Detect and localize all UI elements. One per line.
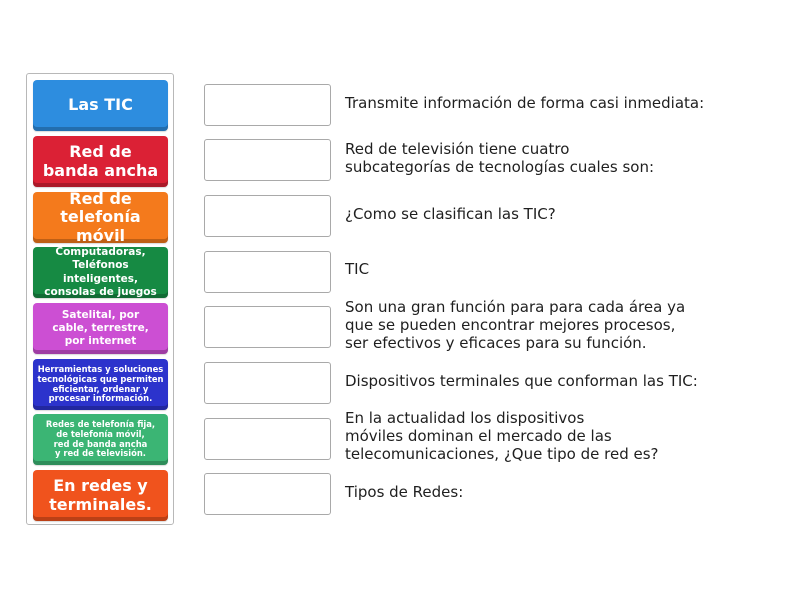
answer-card-computadoras[interactable]: Computadoras, Teléfonos inteligentes, consolas de juegos xyxy=(33,247,168,298)
prompt-3: ¿Como se clasifican las TIC? xyxy=(345,205,556,223)
prompt-6: Dispositivos terminales que conforman las TIC: xyxy=(345,372,698,390)
answer-cards-panel xyxy=(26,73,174,525)
answer-card-las-tic[interactable]: Las TIC xyxy=(33,80,168,131)
prompt-2: Red de televisión tiene cuatro subcategorías de tecnologías cuales son: xyxy=(345,140,655,176)
answer-card-red-banda-ancha[interactable]: Red de banda ancha xyxy=(33,136,168,187)
drop-slot-4[interactable] xyxy=(204,251,331,293)
drop-slot-6[interactable] xyxy=(204,362,331,404)
answer-card-en-redes-terminales[interactable]: En redes y terminales. xyxy=(33,470,168,521)
prompt-1: Transmite información de forma casi inmediata: xyxy=(345,94,705,112)
drop-slot-1[interactable] xyxy=(204,84,331,126)
prompt-5: Son una gran función para para cada área ya que se pueden encontrar mejores procesos, ser efectivos y eficaces para su función. xyxy=(345,298,686,352)
prompt-7: En la actualidad los dispositivos móviles dominan el mercado de las telecomunicaciones, ¿Que tipo de red es? xyxy=(345,409,659,463)
prompt-4: TIC xyxy=(345,260,370,278)
answer-card-herramientas[interactable]: Herramientas y soluciones tecnológicas que permiten eficientar, ordenar y procesar información. xyxy=(33,359,168,410)
drop-slot-3[interactable] xyxy=(204,195,331,237)
drop-slot-7[interactable] xyxy=(204,418,331,460)
answer-card-redes-telefonia-fija[interactable]: Redes de telefonía fija, de telefonía móvil, red de banda ancha y red de televisión. xyxy=(33,414,168,465)
drop-slot-5[interactable] xyxy=(204,306,331,348)
prompt-8: Tipos de Redes: xyxy=(345,483,464,501)
answer-card-red-telefonia-movil[interactable]: Red de telefonía móvil xyxy=(33,192,168,243)
drop-slot-2[interactable] xyxy=(204,139,331,181)
answer-card-satelital[interactable]: Satelital, por cable, terrestre, por internet xyxy=(33,303,168,354)
drop-slot-8[interactable] xyxy=(204,473,331,515)
